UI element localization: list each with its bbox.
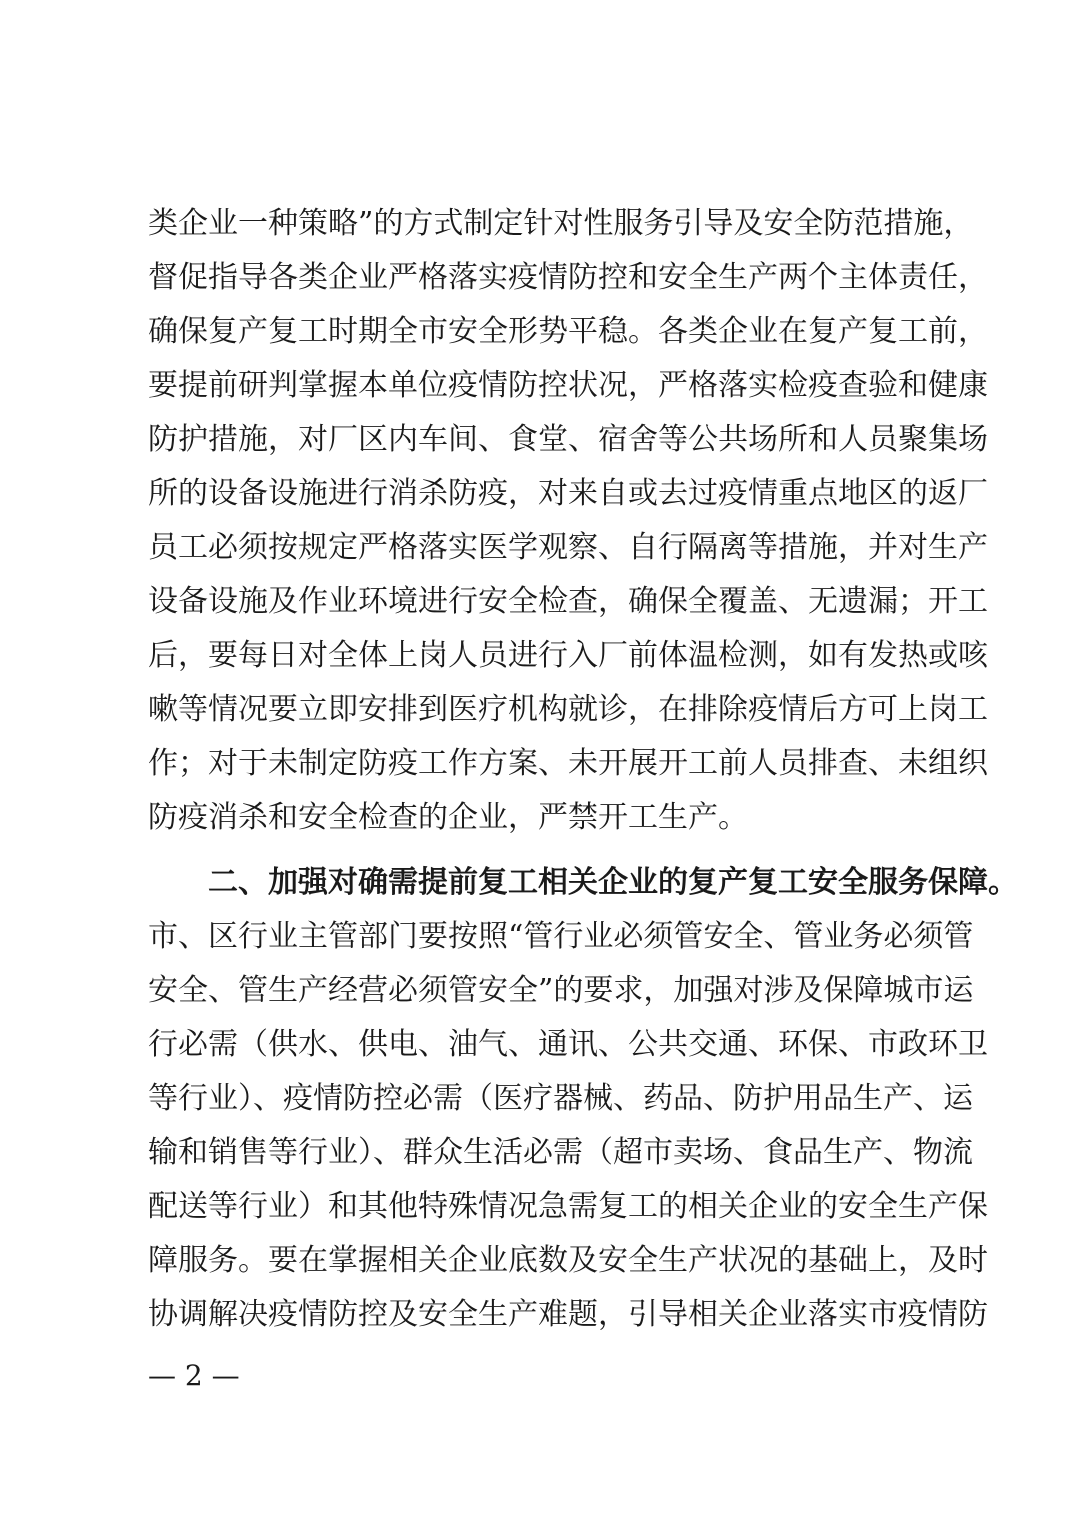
body-line: 防疫消杀和安全检查的企业，严禁开工生产。: [148, 800, 748, 835]
body-line: 输和销售等行业）、群众生活必需（超市卖场、食品生产、物流: [148, 1135, 973, 1170]
body-line: 协调解决疫情防控及安全生产难题，引导相关企业落实市疫情防: [148, 1297, 988, 1332]
body-line: 后，要每日对全体上岗人员进行入厂前体温检测，如有发热或咳: [148, 638, 988, 673]
body-line: 设备设施及作业环境进行安全检查，确保全覆盖、无遗漏；开工: [148, 584, 988, 619]
body-line: 要提前研判掌握本单位疫情防控状况，严格落实检疫查验和健康: [148, 368, 988, 403]
body-line: 类企业一种策略”的方式制定针对性服务引导及安全防范措施，: [148, 206, 974, 241]
body-line: 确保复产复工时期全市安全形势平稳。各类企业在复产复工前，: [148, 314, 988, 349]
body-line: 所的设备设施进行消杀防疫，对来自或去过疫情重点地区的返厂: [148, 476, 988, 511]
body-line: 督促指导各类企业严格落实疫情防控和安全生产两个主体责任，: [148, 260, 988, 295]
body-line: 安全、管生产经营必须管安全”的要求，加强对涉及保障城市运: [148, 973, 974, 1008]
body-line: 障服务。要在掌握相关企业底数及安全生产状况的基础上，及时: [148, 1243, 988, 1278]
body-line: 作；对于未制定防疫工作方案、未开展开工前人员排查、未组织: [148, 746, 988, 781]
body-line: 员工必须按规定严格落实医学观察、自行隔离等措施，并对生产: [148, 530, 988, 565]
page-number: — 2 —: [148, 1359, 240, 1392]
body-line: 行必需（供水、供电、油气、通讯、公共交通、环保、市政环卫: [148, 1027, 988, 1062]
body-line: 市、区行业主管部门要按照“管行业必须管安全、管业务必须管: [148, 919, 974, 954]
section-heading: 二、加强对确需提前复工相关企业的复产复工安全服务保障。: [208, 865, 1018, 900]
body-line: 防护措施，对厂区内车间、食堂、宿舍等公共场所和人员聚集场: [148, 422, 988, 457]
body-line: 嗽等情况要立即安排到医疗机构就诊，在排除疫情后方可上岗工: [148, 692, 988, 727]
body-line: 等行业）、疫情防控必需（医疗器械、药品、防护用品生产、运: [148, 1081, 973, 1116]
body-line: 配送等行业）和其他特殊情况急需复工的相关企业的安全生产保: [148, 1189, 988, 1224]
